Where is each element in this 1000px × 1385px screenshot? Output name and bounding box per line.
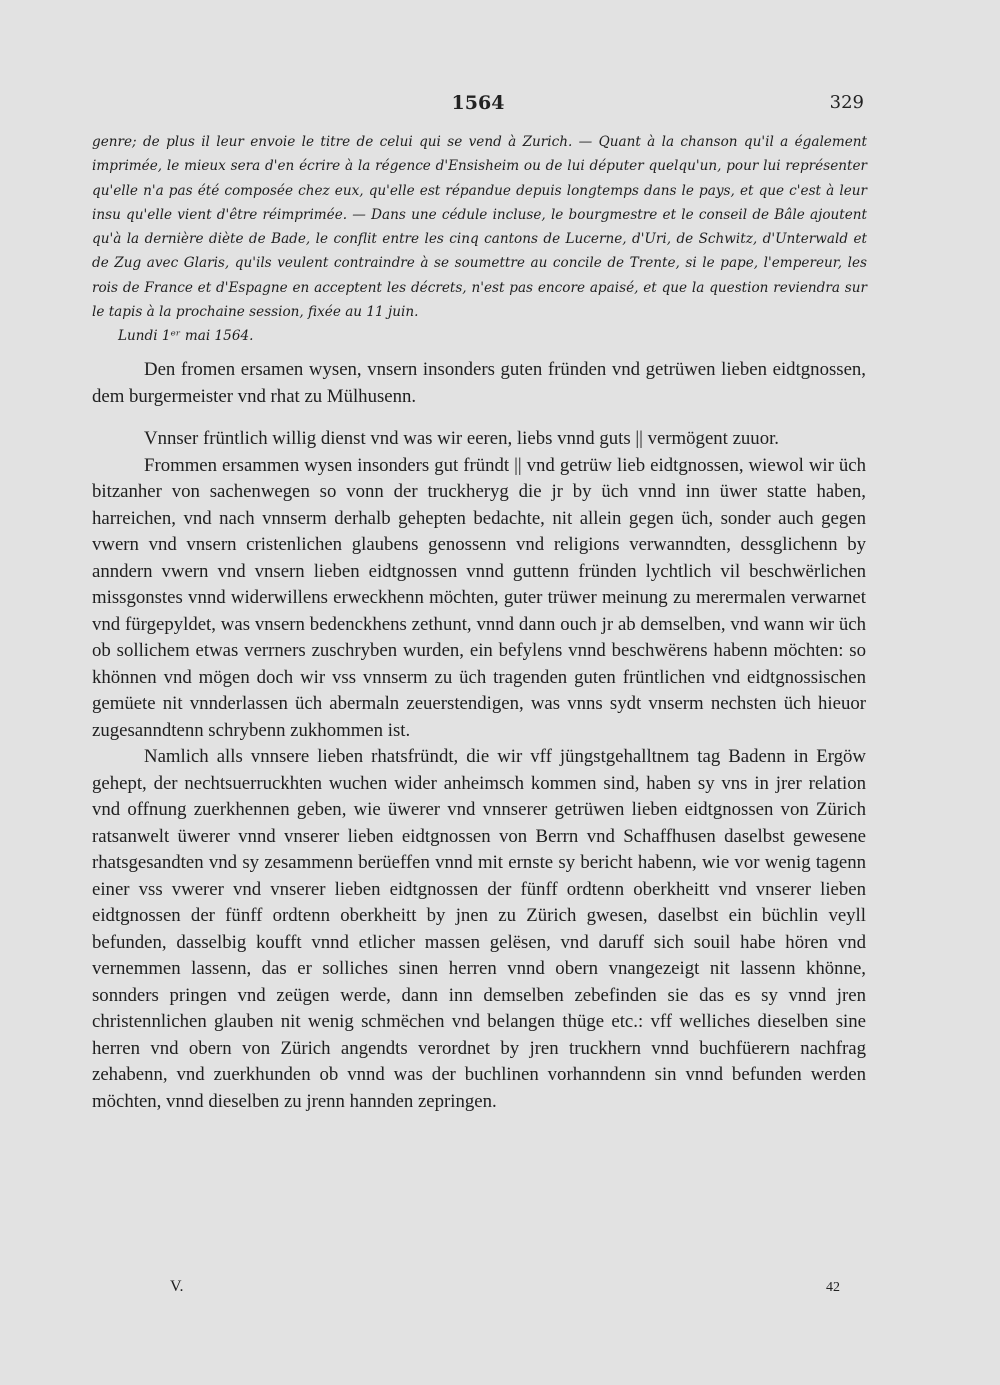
editorial-summary — [92, 130, 867, 349]
page-number: 329 — [829, 92, 864, 113]
letter-body — [92, 357, 866, 1115]
running-head-year: 1564 — [451, 92, 505, 114]
sheet-number: 42 — [826, 1280, 840, 1295]
letter-paragraph: Frommen ersammen wysen insonders gut fründt || vnd getrüw lieb eidtgnossen, wiewol wir üch bitzanher von sachenwegen so vonn der truckheryg die jr by üch vnnd inn üwer statte haben, harreichen, vnd nach vnnserm derhalb gehepten bedachte, nit allein gegen üch, sonder auch gegen vwern vnd vnsern cristenlichen glaubens genossenn vnd religions verwanndten, dessglichenn by anndern vwern vnd vnsern lieben eidtgnossen vnnd guttenn fründen lychtlich vil beschwërlichen missgonstes vnnd widerwillens erweckhenn möchten, guter trüwer meinung zu merermalen verwarnet vnd fürgepyldet, was vnsern bedenckhens zethunt, vnnd dann ouch jr ab demselben, vnd wann wir üch ob sollichem etwas verrners zuschryben wurden, ein befylens vnnd beschwërens habenn möchten: so khönnen vnd mögen doch wir vss vnnserm zu üch tragenden guten früntlichen vnd eidtgnossischen gemüete nit vnnderlassen üch abermaln zeuerstendigen, was vnns sydt vnserm nechsten üch hieuor zugesanndtenn schrybenn zukhommen ist. — [92, 454, 866, 741]
page-footer — [170, 1278, 840, 1302]
letter-greeting: Vnnser früntlich willig dienst vnd was wir eeren, liebs vnnd guts || vermögent zuuor. — [144, 428, 780, 449]
signature-mark: V. — [170, 1278, 184, 1295]
letter-paragraph: Namlich alls vnnsere lieben rhatsfründt, die wir vff jüngstgehalltnem tag Badenn in Ergöw gehept, der nechtsuerruckhten wuchen wider anheimsch kommen sind, haben sy vns in jrer relation vnd offnung zuerkhennen geben, wie üwerer vnd vnnserer getrüwen lieben eidtgnossen von Zürich ratsanwelt üwerer vnnd vnserer lieben eidtgnossen von Berrn vnd Schaffhusen daselbst gewesene rhatsgesandten vnd sy zesammenn berüeffen vnnd mit ernste sy bericht habenn, wie vor wenig tagenn einer vss vwerer vnd vnserer lieben eidtgnossen der fünff ordtenn oberkheitt vnd vnserer lieben eidtgnossen der fünff ordtenn oberkheitt by jnen zu Zürich gwesen, daselbst ein büchlin veyll befunden, dasselbig koufft vnnd etlicher massen gelësen, vnd daruff sich souil habe hören vnd vernemmen lassenn, das er solliches sinen herren vnnd obern vnangezeigt nit lassenn khönne, sonnders pringen vnd zeügen werde, dann inn demselben zebefinden sie das es sy vnnd jren christennlichen glauben nit wenig schmëchen vnd belangen thüge etc.: vff welliches dieselben sine herren vnd obern von Zürich angendts verordnet by jren truckhern vnnd buchfüerern nachfrag zehabenn, vnd zuerkhunden ob vnnd was der buchlinen vorhanndenn sin vnnd befunden werden möchten, vnnd dieselben zu jrenn hannden zepringen. — [92, 746, 866, 1112]
letter-address: Den fromen ersamen wysen, vnsern insonders guten fründen vnd getrüwen lieben eidtgnossen, dem burgermeister vnd rhat zu Mülhusenn. — [92, 359, 866, 407]
summary-text: genre; de plus il leur envoie le titre de celui qui se vend à Zurich. — Quant à la chanson qu'il a également imprimée, le mieux sera d'en écrire à la régence d'Ensisheim ou de lui députer quelqu'un, pour lui représenter qu'elle n'a pas été composée chez eux, qu'elle est répandue depuis longtemps dans le pays, et que c'est à leur insu qu'elle vient d'être réimprimée. — Dans une cédule incluse, le bourgmestre et le conseil de Bâle ajoutent qu'à la dernière diète de Bade, le conflit entre les cinq cantons de Lucerne, d'Uri, de Schwitz, d'Unterwald et de Zug avec Glaris, qu'ils veulent contraindre à se soumettre au concile de Trente, si le pape, l'empereur, les rois de France et d'Espagne en acceptent les décrets, n'est pas encore apaisé, et que la question reviendra sur le tapis à la prochaine session, fixée au 11 juin. — [92, 134, 867, 321]
summary-dateline: Lundi 1ᵉʳ mai 1564. — [118, 328, 254, 345]
page-header — [92, 92, 864, 122]
